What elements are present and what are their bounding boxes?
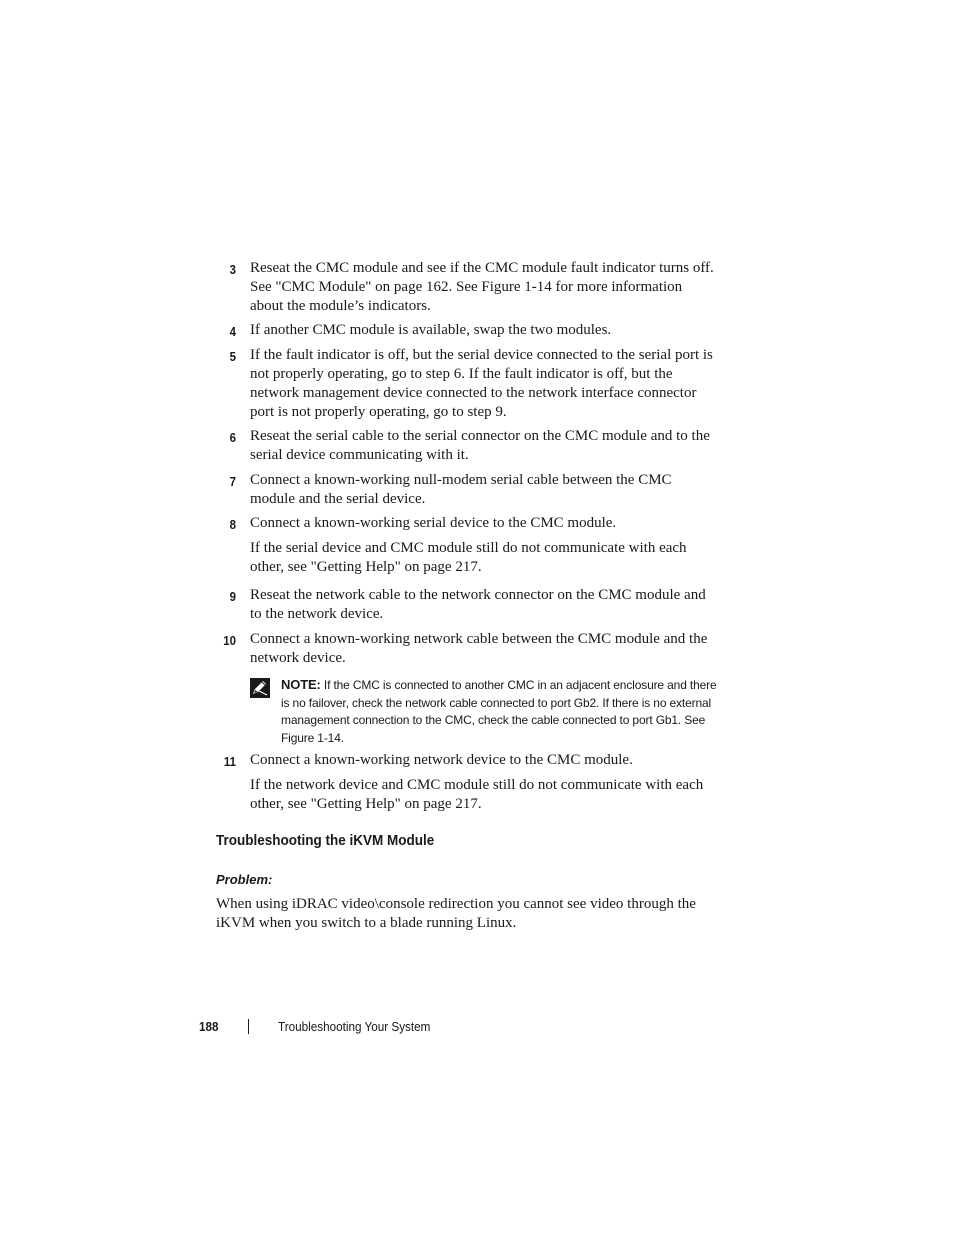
note-label: NOTE: xyxy=(281,677,321,692)
step-number: 6 xyxy=(229,430,236,445)
step-text: Connect a known-working network cable between the CMC module and the network device. xyxy=(250,631,708,666)
step-number: 9 xyxy=(229,589,236,604)
step-11-followup: If the network device and CMC module still do not communicate with each other, see "Getting Help" on page 217. xyxy=(250,777,704,812)
step-text: Reseat the CMC module and see if the CMC module fault indicator turns off. See "CMC Module" on page 162. See Figure 1-14 for more information about the module’s indicators. xyxy=(250,260,714,314)
step-text: If the fault indicator is off, but the serial device connected to the serial port is not properly operating, go to step 6. If the fault indicator is off, but the network management device connected to the network interface connector port is not properly operating, go to step 9. xyxy=(250,347,713,420)
step-number: 10 xyxy=(223,633,236,648)
step-text: Connect a known-working null-modem serial cable between the CMC module and the serial device. xyxy=(250,472,672,507)
note-text xyxy=(281,676,721,747)
step-number: 8 xyxy=(229,517,236,532)
step-text: Connect a known-working serial device to the CMC module. xyxy=(250,515,617,531)
step-8-followup: If the serial device and CMC module still do not communicate with each other, see "Getting Help" on page 217. xyxy=(250,540,687,575)
page-number: 188 xyxy=(199,1019,219,1034)
step-text: Reseat the network cable to the network connector on the CMC module and to the network device. xyxy=(250,587,706,622)
step-number: 7 xyxy=(229,474,236,489)
problem-text: When using iDRAC video\console redirection you cannot see video through the iKVM when you switch to a blade running Linux. xyxy=(216,896,696,931)
section-heading: Troubleshooting the iKVM Module xyxy=(216,832,435,849)
step-text: If another CMC module is available, swap the two modules. xyxy=(250,322,612,338)
footer-chapter-title: Troubleshooting Your System xyxy=(278,1019,431,1034)
step-number: 3 xyxy=(229,262,236,277)
step-number: 4 xyxy=(229,324,236,339)
pencil-note-icon xyxy=(250,678,270,698)
note-body: If the CMC is connected to another CMC in an adjacent enclosure and there is no failover, check the network cable connected to port Gb2. If there is no external management connection to the CMC, check the cable connected to port Gb1. See Figure 1-14. xyxy=(281,678,717,745)
step-text: Connect a known-working network device to the CMC module. xyxy=(250,752,633,768)
problem-label: Problem: xyxy=(216,872,273,887)
step-number: 5 xyxy=(229,349,236,364)
step-text: Reseat the serial cable to the serial connector on the CMC module and to the serial device communicating with it. xyxy=(250,428,710,463)
footer-divider xyxy=(248,1019,249,1034)
step-number: 11 xyxy=(223,754,236,769)
